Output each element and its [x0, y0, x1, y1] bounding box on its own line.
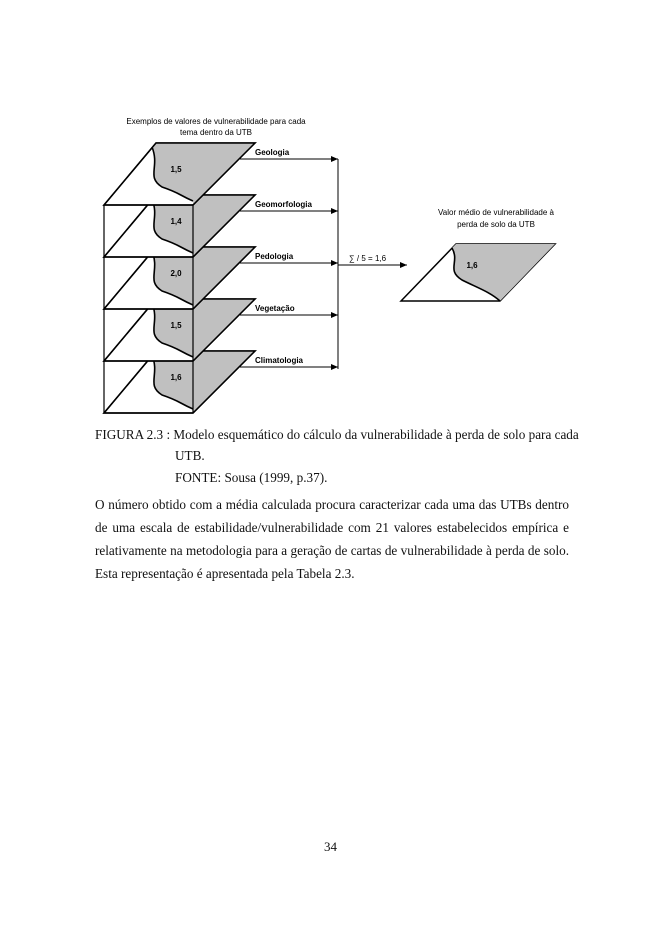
paragraph-line: Esta representação é apresentada pela Tabela 2.3.	[95, 566, 355, 581]
layer-value: 1,4	[170, 217, 182, 226]
layer-value: 1,5	[170, 321, 182, 330]
layer-value: 2,0	[170, 269, 182, 278]
body-paragraph	[95, 493, 569, 585]
vulnerability-schematic-figure	[0, 0, 661, 425]
layer-theme-label: Pedologia	[255, 252, 294, 261]
layer-value: 1,5	[170, 165, 182, 174]
result-label-line-1: Valor médio de vulnerabilidade à	[438, 208, 554, 217]
sum-formula: ∑ / 5 = 1,6	[349, 254, 387, 263]
layer-theme-label: Vegetação	[255, 304, 295, 313]
page-number: 34	[324, 839, 337, 854]
figure-source: FONTE: Sousa (1999, p.37).	[175, 470, 328, 485]
figure-caption-continuation: UTB.	[175, 448, 205, 463]
paragraph-line: relativamente na metodologia para a geração de cartas de vulnerabilidade à perda de solo.	[95, 543, 569, 558]
result-label-line-2: perda de solo da UTB	[457, 220, 535, 229]
layer-stack	[104, 143, 338, 413]
layer-value: 1,6	[170, 373, 182, 382]
layer-theme-label: Climatologia	[255, 356, 304, 365]
paragraph-line: de uma escala de estabilidade/vulnerabilidade com 21 valores estabelecidos empírica e	[95, 520, 569, 535]
figure-caption: FIGURA 2.3 : Modelo esquemático do cálculo da vulnerabilidade à perda de solo para cada	[95, 427, 579, 442]
result-parallelogram	[401, 244, 555, 301]
layer-theme-label: Geologia	[255, 148, 290, 157]
figure-header-line-2: tema dentro da UTB	[179, 128, 253, 137]
result-value: 1,6	[466, 261, 478, 270]
figure-header-line-1: Exemplos de valores de vulnerabilidade para cada	[126, 117, 306, 126]
layer-theme-label: Geomorfologia	[255, 200, 312, 209]
paragraph-line: O número obtido com a média calculada procura caracterizar cada uma das UTBs dentro	[95, 497, 569, 512]
